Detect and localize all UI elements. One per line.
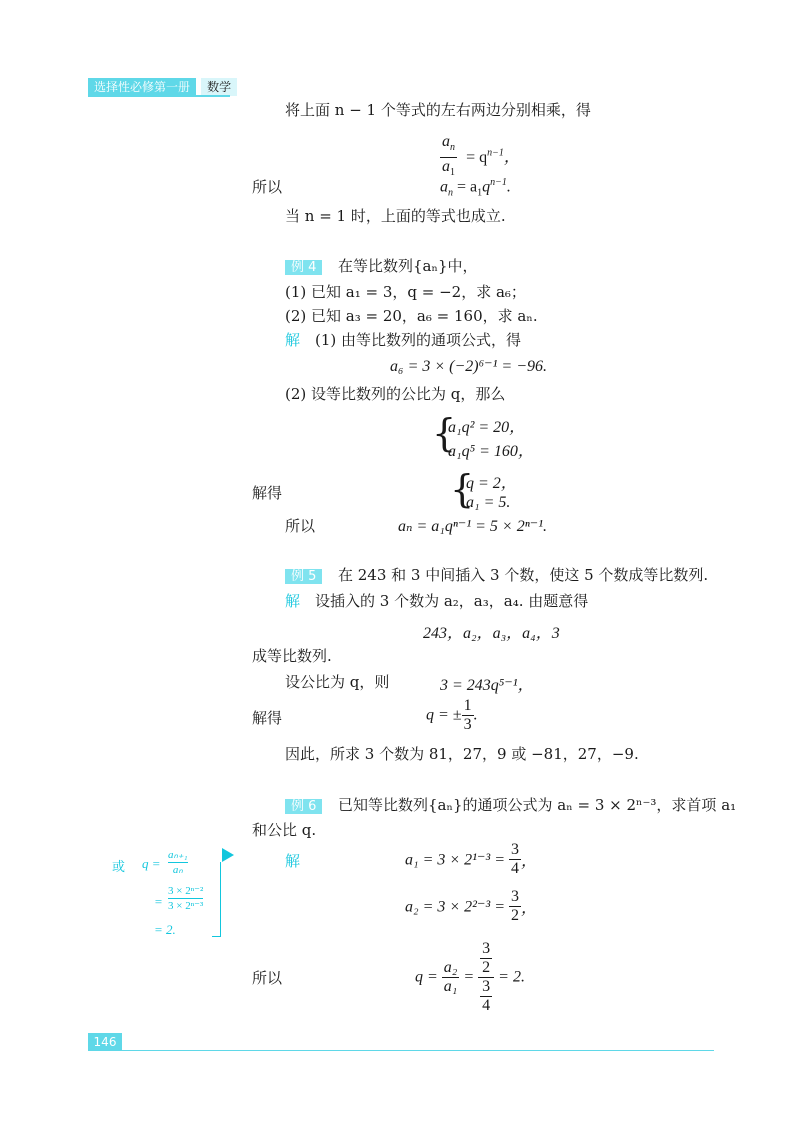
example6-solution-label: 解: [285, 852, 301, 870]
example6-stem: 已知等比数列{aₙ}的通项公式为 aₙ = 3 × 2ⁿ⁻³，求首项 a₁: [338, 796, 737, 814]
example5-solution3: 设公比为 q，则: [285, 673, 390, 691]
example4-stem: 在等比数列{aₙ}中，: [338, 257, 478, 275]
example6-q-equation: q = $\frac{\text{a₂}}{\text{a₁}}$ = $\frac{\frac{3}{2}}{\frac{3}{4}}$ = 2.: [415, 940, 525, 1014]
example6-a2-equation: a₂ = 3 × 2²⁻³ = $\frac{3}{2}$ ，: [405, 888, 538, 924]
margin-eq-2: =: [154, 894, 163, 909]
example4-solution2: (2) 设等比数列的公比为 q，那么: [285, 385, 506, 403]
margin-q-eq: q =: [142, 856, 161, 871]
example5-sequence: 243，a₂，a₃，a₄，3: [423, 625, 560, 642]
book-title: 选择性必修第一册: [88, 78, 196, 96]
page-number: 146: [93, 1035, 117, 1049]
margin-eq-3: = 2.: [154, 922, 176, 937]
example5-stem: 在 243 和 3 中间插入 3 个数，使这 5 个数成等比数列.: [338, 566, 709, 584]
general-term-equation: $a_n = a_1q^{n-1}$.: [440, 177, 511, 199]
example4-solution-label: 解: [285, 331, 301, 349]
margin-note-arrow: [222, 848, 234, 862]
system1-eq2: a₁q⁵ = 160，: [448, 443, 534, 460]
example6-a1-equation: a₁ = 3 × 2¹⁻³ = $\frac{3}{4}$ ，: [405, 841, 538, 877]
solve-label-4: 解得: [252, 484, 283, 502]
subject-label: 数学: [201, 78, 237, 96]
ratio-equation: $\frac{a_n}{a_1}$ = $q^{n-1}$，: [442, 133, 520, 179]
so-label-top: 所以: [252, 178, 283, 196]
example4-tag: 例 4: [285, 256, 322, 277]
system2-eq2: a₁ = 5.: [466, 494, 511, 511]
margin-fraction-2: 3 × 2ⁿ⁻² 3 × 2ⁿ⁻³: [168, 885, 204, 912]
example4-final: aₙ = a₁qⁿ⁻¹ = 5 × 2ⁿ⁻¹.: [398, 518, 547, 535]
example6-tag: 例 6: [285, 795, 322, 816]
example5-conclusion: 因此，所求 3 个数为 81，27，9 或 −81，27，−9.: [285, 745, 639, 763]
system1-eq1: a₁q² = 20，: [448, 419, 526, 436]
margin-fraction-1: aₙ₊₁ aₙ: [168, 849, 188, 876]
example5-solution-label: 解: [285, 592, 301, 610]
system2-brace: {: [450, 467, 475, 511]
derivation-line: 将上面 n − 1 个等式的左右两边分别相乘，得: [285, 101, 591, 119]
header-rule: [88, 95, 230, 97]
example5-ratio-equation: 3 = 243q⁵⁻¹，: [440, 677, 534, 694]
example5-solution2: 成等比数列.: [252, 647, 332, 665]
so-label-6: 所以: [252, 969, 283, 987]
system2-eq1: q = 2，: [466, 475, 517, 492]
system1-brace: {: [432, 411, 457, 455]
example4-part2: (2) 已知 a₃ = 20，a₆ = 160，求 aₙ.: [285, 307, 538, 325]
example4-a6-equation: a₆ = 3 × (−2)⁶⁻¹ = −96.: [390, 358, 548, 375]
margin-or: 或: [112, 859, 126, 874]
header-bar: [88, 76, 232, 94]
example5-q-value: q = ± $\frac{1}{3}$ .: [426, 697, 478, 733]
n1-note: 当 n = 1 时，上面的等式也成立.: [285, 207, 506, 225]
margin-note-bracket: [212, 862, 221, 937]
page-number-box: [88, 1033, 122, 1051]
solve-label-5: 解得: [252, 709, 283, 727]
example4-part1: (1) 已知 a₁ = 3，q = −2，求 a₆；: [285, 283, 526, 301]
example5-tag: 例 5: [285, 565, 322, 586]
so-label-4: 所以: [285, 517, 316, 535]
footer-rule: [122, 1050, 714, 1051]
example6-stem-cont: 和公比 q.: [252, 821, 317, 839]
example5-solution1: 设插入的 3 个数为 a₂，a₃，a₄. 由题意得: [315, 592, 589, 610]
example4-solution1: (1) 由等比数列的通项公式，得: [315, 331, 522, 349]
